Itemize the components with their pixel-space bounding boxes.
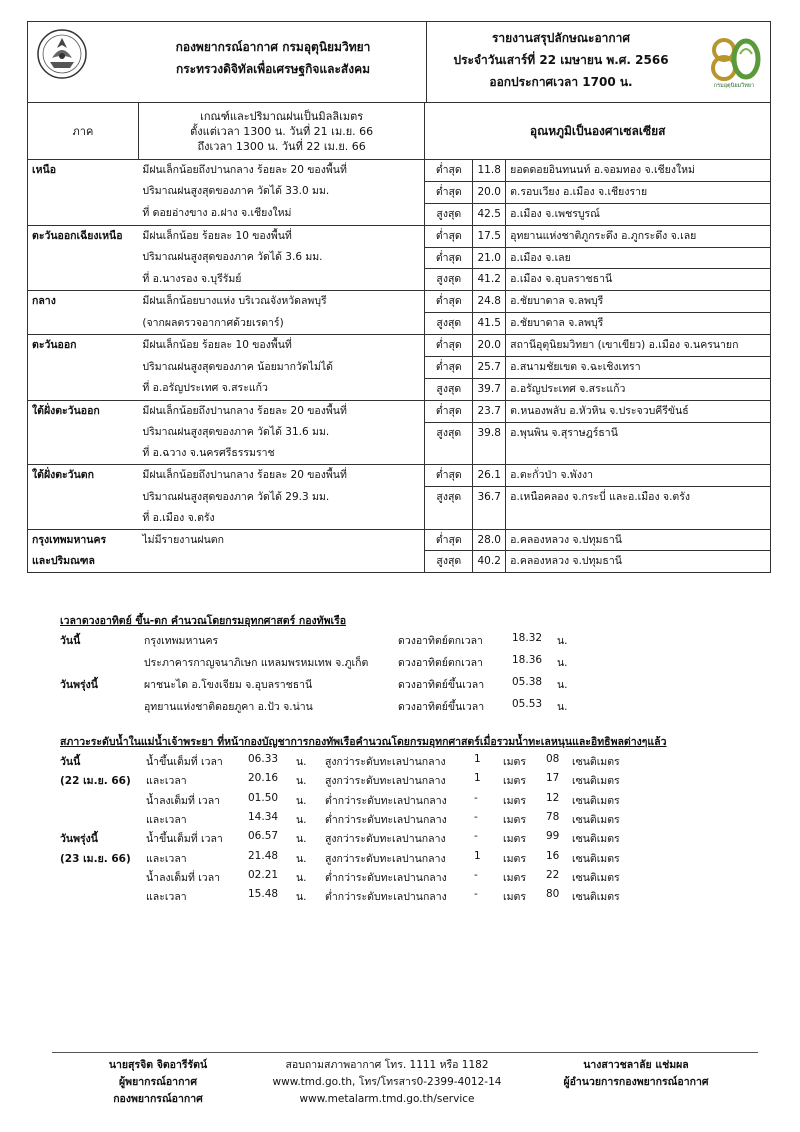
header-left-cell [28,22,427,102]
tide-time-unit: น. [296,871,307,884]
temp-type-cell: สูงสุด [425,551,473,573]
tide-day-label: วันนี้ [60,756,81,768]
sun-place: ประภาคารกาญจนาภิเษก แหลมพรหมเทพ จ.ภูเก็ต [144,657,369,669]
tide-row [60,753,640,772]
tide-day-label: (23 เม.ย. 66) [60,852,131,865]
col-header-rain-line-1: เกณฑ์และปริมาณฝนเป็นมิลลิเมตร [200,109,364,123]
tide-meters-unit: เมตร [503,833,526,846]
temp-type-cell: ต่ำสุด [425,160,473,182]
tide-level-desc: สูงกว่าระดับทะเลปานกลาง [325,852,446,865]
region-name-cell [28,313,139,335]
tide-time: 06.33 [248,753,279,765]
region-name: กลาง [32,295,56,308]
rain-description-cell [138,422,424,465]
tide-meters: 1 [474,753,481,765]
tide-centimeters-unit: เซนติเมตร [572,756,620,768]
temp-type-cell: สูงสุด [425,269,473,291]
tide-time: 21.48 [248,849,279,862]
table-row [28,181,771,203]
temp-type-cell: ต่ำสุด [425,529,473,551]
table-header-row [28,103,771,160]
rain-description-cell [138,465,424,487]
temp-value-cell: 21.0 [473,247,506,269]
tide-level-desc: สูงกว่าระดับทะเลปานกลาง [325,756,446,768]
rain-description: มีฝนเล็กน้อยถึงปานกลาง ร้อยละ 20 ของพื้นที่ [142,164,347,176]
table-row [28,313,771,335]
rain-description-cell [138,225,424,247]
temp-location-cell: อ.เมือง จ.อุบลราชธานี [506,269,771,291]
region-name-cell [28,551,139,573]
temp-type-cell: สูงสุด [425,487,473,530]
temp-type-cell: ต่ำสุด [425,357,473,379]
org-name [128,36,418,80]
contact-service-url[interactable]: www.metalarm.tmd.go.th/service [299,1093,475,1105]
tide-level-desc: สูงกว่าระดับทะเลปานกลาง [325,833,446,846]
temp-location-cell: สถานีอุตุนิยมวิทยา (เขาเขียว) อ.เมือง จ.นครนายก [506,335,771,357]
tide-time: 15.48 [248,888,279,901]
table-row [28,551,771,573]
temp-value-cell: 36.7 [473,487,506,530]
sun-time-unit: น. [557,657,568,669]
tide-time-unit: น. [296,852,307,865]
region-name-cell [28,335,139,357]
tide-label: น้ำลงเต็มที่ เวลา [146,871,221,884]
sun-time-unit: น. [557,635,568,647]
report-title [426,27,696,93]
temp-location-cell: อ.คลองหลวง จ.ปทุมธานี [506,529,771,551]
sun-day-label: วันนี้ [60,635,81,647]
tide-centimeters-unit: เซนติเมตร [572,852,620,865]
region-name-cell [28,487,139,530]
tide-label: น้ำขึ้นเต็มที่ เวลา [146,833,223,846]
tide-centimeters-unit: เซนติเมตร [572,794,620,807]
sun-event: ดวงอาทิตย์ตกเวลา [398,635,483,647]
rain-description: ปริมาณฝนสูงสุดของภาค วัดได้ 3.6 มม. [142,251,323,264]
temp-location-cell: อ.คลองหลวง จ.ปทุมธานี [506,551,771,573]
forecaster-signature [88,1057,228,1108]
tide-meters: - [474,888,478,901]
tide-level-desc: สูงกว่าระดับทะเลปานกลาง [325,775,446,788]
temp-location-cell: อ.ตะกั่วป่า จ.พังงา [506,465,771,487]
temp-location-cell: อุทยานแห่งชาติภูกระดึง อ.ภูกระดึง จ.เลย [506,225,771,247]
tide-meters: - [474,810,478,823]
tide-level-desc: ต่ำกว่าระดับทะเลปานกลาง [325,813,447,826]
temp-value-cell: 42.5 [473,203,506,225]
tide-meters-unit: เมตร [503,891,526,904]
col-header-rain [138,103,424,160]
tide-label: และเวลา [146,775,187,788]
sun-time-unit: น. [557,701,568,713]
director-name: นางสาวชลาลัย แช่มผล [583,1059,689,1071]
tide-meters: - [474,791,478,804]
col-header-region: ภาค [28,103,139,160]
tide-meters: - [474,830,478,843]
rain-description-cell [138,247,424,269]
region-name-cell [28,203,139,225]
sun-time: 18.32 [512,632,543,644]
tide-time: 02.21 [248,868,279,881]
temp-location-cell: อ.ชัยบาดาล จ.ลพบุรี [506,291,771,313]
tide-meters-unit: เมตร [503,775,526,788]
temp-type-cell: ต่ำสุด [425,181,473,203]
tide-time-unit: น. [296,775,307,788]
region-name-cell [28,247,139,269]
temp-value-cell: 11.8 [473,160,506,182]
temp-location-cell: ต.รอบเวียง อ.เมือง จ.เชียงราย [506,181,771,203]
temp-value-cell: 39.8 [473,422,506,465]
temp-value-cell: 25.7 [473,357,506,379]
temp-type-cell: สูงสุด [425,422,473,465]
tide-meters-unit: เมตร [503,813,526,826]
forecaster-division: กองพยากรณ์อากาศ [113,1093,203,1105]
tide-time-unit: น. [296,813,307,826]
rain-description: ปริมาณฝนสูงสุดของภาค วัดได้ 33.0 มม. [142,185,330,198]
sun-row [60,654,600,674]
table-row [28,487,771,530]
temp-value-cell: 41.5 [473,313,506,335]
report-header [27,21,771,103]
table-row [28,422,771,465]
tide-section-title: สภาวะระดับน้ำในแม่น้ำเจ้าพระยา ที่หน้ากองบัญชาการกองทัพเรือคำนวณโดยกรมอุทกศาสตร์เมื่อรวมน้ำทะเลหนุนและอิทธิพลต่างๆแล้ว [60,736,667,748]
rain-description: ที่ อ.นางรอง จ.บุรีรัมย์ [142,272,242,285]
temp-location-cell: อ.พุนพิน จ.สุราษฎร์ธานี [506,422,771,465]
org-line-1: กองพยากรณ์อากาศ กรมอุตุนิยมวิทยา [175,40,371,54]
table-row [28,247,771,269]
rain-description: ปริมาณฝนสูงสุดของภาค วัดได้ 29.3 มม. [142,490,330,503]
tide-day-label: (22 เม.ย. 66) [60,775,131,788]
sun-event: ดวงอาทิตย์ตกเวลา [398,657,483,669]
region-name-cell [28,378,139,400]
contact-website[interactable]: www.tmd.go.th, โทร/โทรสาร0-2399-4012-14 [272,1076,502,1088]
rain-description: ปริมาณฝนสูงสุดของภาค น้อยมากวัดไม่ได้ [142,360,333,373]
tide-day-label: วันพรุ่งนี้ [60,833,98,846]
table-row [28,203,771,225]
sun-row [60,676,600,696]
rain-description: มีฝนเล็กน้อย ร้อยละ 10 ของพื้นที่ [142,339,292,352]
rain-description: มีฝนเล็กน้อยถึงปานกลาง ร้อยละ 20 ของพื้นที่ [142,404,347,417]
temp-type-cell: ต่ำสุด [425,465,473,487]
director-title: ผู้อำนวยการกองพยากรณ์อากาศ [563,1076,709,1088]
region-name-cell [28,269,139,291]
rain-description-cell [138,291,424,313]
tide-centimeters: 16 [546,849,560,862]
tide-meters: 1 [474,772,481,785]
tide-row [60,772,640,791]
tide-centimeters: 12 [546,791,560,804]
tide-centimeters-unit: เซนติเมตร [572,833,620,846]
sun-place: ผาชนะได อ.โขงเจียม จ.อุบลราชธานี [144,679,313,691]
rain-description-cell [138,181,424,203]
tide-label: และเวลา [146,813,187,826]
sun-event: ดวงอาทิตย์ขึ้นเวลา [398,679,485,691]
tide-label: และเวลา [146,852,187,865]
table-row [28,357,771,379]
table-row [28,378,771,400]
tide-centimeters-unit: เซนติเมตร [572,775,620,788]
sun-row [60,698,600,718]
region-name: และปริมณฑล [32,554,95,567]
temp-value-cell: 26.1 [473,465,506,487]
region-name-cell [28,400,139,422]
tide-row [60,850,640,869]
tide-time: 01.50 [248,791,279,804]
temp-type-cell: ต่ำสุด [425,291,473,313]
tide-row [60,792,640,811]
tide-time: 14.34 [248,810,279,823]
tide-centimeters-unit: เซนติเมตร [572,891,620,904]
forecaster-title: ผู้พยากรณ์อากาศ [119,1076,197,1088]
footer-divider [52,1052,758,1053]
weather-summary-table [27,102,771,573]
rain-description: มีฝนเล็กน้อย ร้อยละ 10 ของพื้นที่ [142,229,292,242]
sun-time-unit: น. [557,679,568,691]
tide-time-unit: น. [296,891,307,904]
temp-value-cell: 41.2 [473,269,506,291]
temp-location-cell: ยอดดอยอินทนนท์ อ.จอมทอง จ.เชียงใหม่ [506,160,771,182]
logo-text: กรมอุตุนิยมวิทยา [713,83,755,89]
tide-centimeters: 80 [546,888,560,901]
temp-type-cell: ต่ำสุด [425,335,473,357]
region-name-cell [28,225,139,247]
col-header-rain-line-3: ถึงเวลา 1300 น. วันที่ 22 เม.ย. 66 [197,139,366,153]
tide-centimeters: 17 [546,772,560,785]
temp-value-cell: 23.7 [473,400,506,422]
tide-meters: - [474,868,478,881]
region-name: ใต้ฝั่งตะวันตก [32,469,94,482]
rain-description-cell [138,487,424,530]
rain-description: (จากผลตรวจอากาศด้วยเรดาร์) [142,316,284,329]
tide-time: 20.16 [248,772,279,785]
table-row [28,335,771,357]
rain-description: ไม่มีรายงานฝนตก [142,533,224,546]
tide-centimeters: 08 [546,753,560,765]
rain-description-cell [138,400,424,422]
tide-centimeters: 99 [546,830,560,843]
temp-location-cell: อ.สนามชัยเขต จ.ฉะเชิงเทรา [506,357,771,379]
rain-description-cell [138,269,424,291]
temp-location-cell: ต.หนองพลับ อ.หัวหิน จ.ประจวบคีรีขันธ์ [506,400,771,422]
contact-info [262,1057,512,1108]
temp-location-cell: อ.ชัยบาดาล จ.ลพบุรี [506,313,771,335]
sun-event: ดวงอาทิตย์ขึ้นเวลา [398,701,485,713]
title-line-3: ออกประกาศเวลา 1700 น. [489,75,633,89]
region-name-cell [28,291,139,313]
tide-label: และเวลา [146,891,187,904]
table-row [28,529,771,551]
sun-section [60,612,568,713]
rain-description-cell [138,203,424,225]
sun-place: กรุงเทพมหานคร [144,635,219,647]
temp-value-cell: 28.0 [473,529,506,551]
tide-centimeters-unit: เซนติเมตร [572,871,620,884]
tide-centimeters: 78 [546,810,560,823]
table-row [28,291,771,313]
sun-day-label: วันพรุ่งนี้ [60,679,98,691]
tide-time-unit: น. [296,833,307,846]
rain-description: ที่ ดอยอ่างขาง อ.ฝาง จ.เชียงใหม่ [142,207,292,220]
contact-phone: สอบถามสภาพอากาศ โทร. 1111 หรือ 1182 [285,1059,489,1071]
table-row [28,400,771,422]
rain-description: มีฝนเล็กน้อยบางแห่ง บริเวณจังหวัดลพบุรี [142,295,327,308]
rain-description: ที่ อ.ฉวาง จ.นครศรีธรรมราช [142,447,275,460]
col-header-rain-line-2: ตั้งแต่เวลา 1300 น. วันที่ 21 เม.ย. 66 [190,124,374,138]
tide-time: 06.57 [248,830,279,843]
tide-centimeters-unit: เซนติเมตร [572,813,620,826]
table-row [28,160,771,182]
table-row [28,225,771,247]
rain-description-cell [138,313,424,335]
temp-value-cell: 24.8 [473,291,506,313]
header-right-cell [426,22,770,102]
tide-label: น้ำขึ้นเต็มที่ เวลา [146,756,223,768]
tide-section [60,733,667,904]
tide-row [60,869,640,888]
rain-description: ปริมาณฝนสูงสุดของภาค วัดได้ 31.6 มม. [142,426,330,439]
col-header-temp: อุณหภูมิเป็นองศาเซลเซียส [425,103,771,160]
region-name-cell [28,181,139,203]
sun-time: 05.38 [512,676,543,688]
rain-description-cell [138,529,424,551]
rain-description: ที่ อ.เมือง จ.ตรัง [142,511,215,524]
tide-level-desc: ต่ำกว่าระดับทะเลปานกลาง [325,871,447,884]
region-name-cell [28,529,139,551]
region-name-cell [28,160,139,182]
region-name: กรุงเทพมหานคร [32,533,107,546]
tide-meters-unit: เมตร [503,871,526,884]
tide-row [60,830,640,849]
temp-type-cell: ต่ำสุด [425,247,473,269]
temp-type-cell: สูงสุด [425,313,473,335]
temp-type-cell: ต่ำสุด [425,400,473,422]
temp-location-cell: อ.อรัญประเทศ จ.สระแก้ว [506,378,771,400]
region-name: ใต้ฝั่งตะวันออก [32,404,100,417]
region-name: ตะวันออก [32,339,77,352]
tide-time-unit: น. [296,794,307,807]
region-name-cell [28,465,139,487]
sun-time: 05.53 [512,698,543,710]
sun-section-title: เวลาดวงอาทิตย์ ขึ้น-ตก คำนวณโดยกรมอุทกศาสตร์ กองทัพเรือ [60,615,347,627]
temp-value-cell: 39.7 [473,378,506,400]
rain-description-cell [138,335,424,357]
temp-type-cell: ต่ำสุด [425,225,473,247]
rain-description: มีฝนเล็กน้อยถึงปานกลาง ร้อยละ 20 ของพื้นที่ [142,469,347,482]
tide-level-desc: ต่ำกว่าระดับทะเลปานกลาง [325,891,447,904]
rain-description: ที่ อ.อรัญประเทศ จ.สระแก้ว [142,382,268,395]
temp-type-cell: สูงสุด [425,378,473,400]
region-name: เหนือ [32,164,56,176]
sun-time: 18.36 [512,654,543,666]
director-signature [536,1057,736,1091]
tide-meters-unit: เมตร [503,852,526,865]
tmd-80-anniversary-logo-icon [704,34,764,90]
sun-row [60,632,600,652]
tide-time-unit: น. [296,756,307,768]
tide-centimeters: 22 [546,868,560,881]
rain-description-cell [138,160,424,182]
temp-location-cell: อ.เมือง จ.เพชรบูรณ์ [506,203,771,225]
tide-row [60,888,640,907]
title-line-1: รายงานสรุปลักษณะอากาศ [491,31,631,45]
region-name: ตะวันออกเฉียงเหนือ [32,229,123,242]
temp-location-cell: อ.เมือง จ.เลย [506,247,771,269]
tide-row [60,811,640,830]
rain-description-cell [138,357,424,379]
forecaster-name: นายสุรจิต จิตอารีรัตน์ [108,1059,208,1071]
temp-value-cell: 40.2 [473,551,506,573]
temp-value-cell: 20.0 [473,335,506,357]
org-line-2: กระทรวงดิจิทัลเพื่อเศรษฐกิจและสังคม [175,62,371,76]
tide-meters-unit: เมตร [503,756,526,768]
tide-meters: 1 [474,849,481,862]
rain-description-cell [138,551,424,573]
tide-meters-unit: เมตร [503,794,526,807]
sun-place: อุทยานแห่งชาติดอยภูคา อ.ปัว จ.น่าน [144,701,313,713]
title-line-2: ประจำวันเสาร์ที่ 22 เมษายน พ.ศ. 2566 [453,53,669,67]
region-name-cell [28,357,139,379]
region-name-cell [28,422,139,465]
tide-level-desc: ต่ำกว่าระดับทะเลปานกลาง [325,794,447,807]
tide-label: น้ำลงเต็มที่ เวลา [146,794,221,807]
rain-description-cell [138,378,424,400]
temp-value-cell: 20.0 [473,181,506,203]
temp-type-cell: สูงสุด [425,203,473,225]
table-row [28,465,771,487]
table-row [28,269,771,291]
temp-location-cell: อ.เหนือคลอง จ.กระบี่ และอ.เมือง จ.ตรัง [506,487,771,530]
department-seal-icon [36,28,88,80]
temp-value-cell: 17.5 [473,225,506,247]
